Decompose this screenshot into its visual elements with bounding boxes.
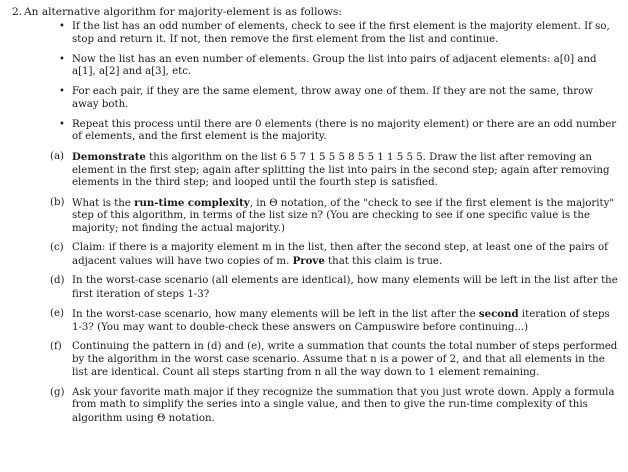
bullet-icon: • [59, 118, 65, 130]
algorithm-step: • If the list has an odd number of elements, check to see if the first element is the majority element. If so, stop and return it. If not, then remove the first element from the list and continue. [59, 21, 610, 45]
question-part-b: (b) What is the run-time complexity, in Θ notation, of the "check to see if the first element is the majority" step of this algorithm, in terms of the list size n? (You are checking to see if one specific value is the majority; not finding the actual majority.) [50, 196, 615, 234]
question-part-c: (c) Claim: if there is a majority element m in the list, then after the second step, at least one of the pairs of adjacent values will have two copies of m. Prove that this claim is true. [50, 242, 608, 267]
bullet-icon: • [59, 86, 65, 97]
question-number: 2. [12, 6, 23, 18]
algorithm-steps [24, 21, 618, 144]
question-part-d: (d) In the worst-case scenario (all elements are identical), how many elements will be left in the list after the first iteration of steps 1-3? [50, 275, 618, 300]
algorithm-step: • Now the list has an even number of elements. Group the list into pairs of adjacent elements: a[0] and a[1], a[2] and a[3], etc. [59, 53, 597, 77]
algorithm-step: • Repeat this process until there are 0 elements (there is no majority element) or there are an odd number of elements, and the first element is the majority. [59, 118, 617, 142]
question-part-g: (g) Ask your favorite math major if they recognize the summation that you just wrote down. Apply a formula from math to simplify the series into a single value, and then to give the run-time complexity of this algorithm using Θ notation. [50, 386, 615, 424]
question-part-e: (e) In the worst-case scenario, how many elements will be left in the list after the second iteration of steps 1-3? (You may want to double-check these answers on Campuswire before continuing...) [50, 308, 610, 333]
bullet-icon: • [59, 53, 65, 65]
question-part-a: (a) Demonstrate this algorithm on the list 6 5 7 1 5 5 5 8 5 5 1 1 5 5 5. Draw the list after removing an element in the first step; again after splitting the list into pairs in the second step; again after removing elements in the third step; and looped until the fourth step is satisfied. [50, 151, 610, 188]
question-parts [24, 151, 618, 425]
algorithm-step: • For each pair, if they are the same element, throw away one of them. If they are not the same, throw away both. [59, 86, 594, 110]
question-intro: An alternative algorithm for majority-element is as follows: [24, 6, 342, 18]
question-part-f: (f) Continuing the pattern in (d) and (e), write a summation that counts the total number of steps performed by the algorithm in the worst case scenario. Assume that n is a power of 2, and that all elements in the list are identical. Count all steps starting from n all the way down to 1 element remaining. [50, 341, 618, 378]
question-header [12, 6, 618, 19]
bullet-icon: • [59, 21, 65, 32]
